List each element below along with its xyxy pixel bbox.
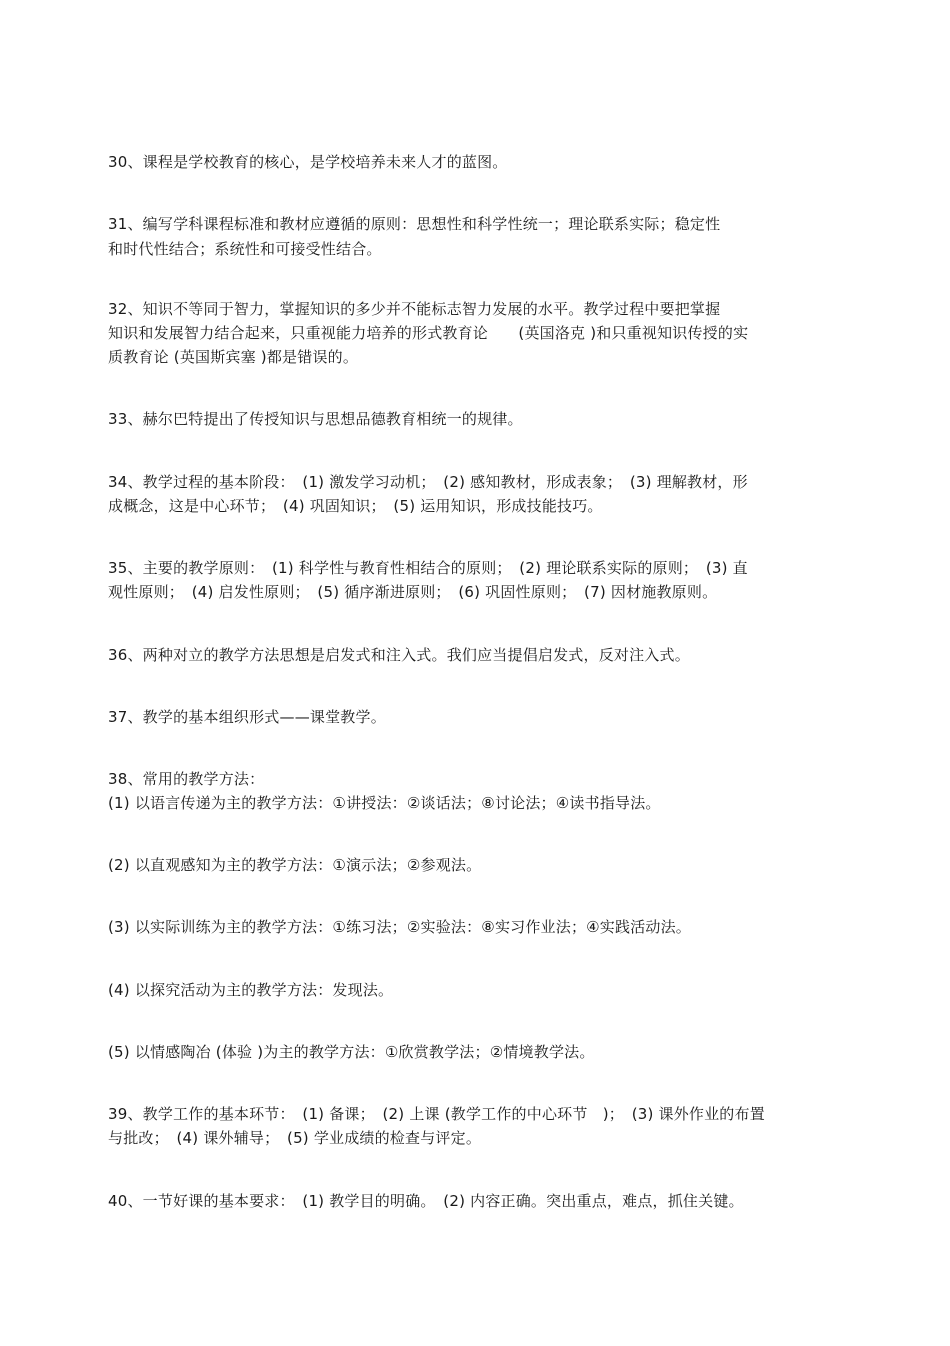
item-39-line-2: 与批改； (4) 课外辅导； (5) 学业成绩的检查与评定。 bbox=[108, 1129, 482, 1147]
item-35-line-1: 35、主要的教学原则： (1) 科学性与教育性相结合的原则； (2) 理论联系实际的原则； (3) 直 bbox=[108, 559, 748, 577]
item-34-line-1: 34、教学过程的基本阶段： (1) 激发学习动机； (2) 感知教材，形成表象； (3) 理解教材，形 bbox=[108, 473, 748, 491]
item-33: 33、赫尔巴特提出了传授知识与思想品德教育相统一的规律。 bbox=[108, 410, 523, 428]
item-35-line-2: 观性原则； (4) 启发性原则； (5) 循序渐进原则； (6) 巩固性原则； (7) 因材施教原则。 bbox=[108, 583, 718, 601]
item-40: 40、一节好课的基本要求： (1) 教学目的明确。 (2) 内容正确。突出重点，难点，抓住关键。 bbox=[108, 1192, 744, 1210]
item-32-line-2: 知识和发展智力结合起来，只重视能力培养的形式教育论 (英国洛克 )和只重视知识传授的实 bbox=[108, 324, 749, 342]
item-39-line-1: 39、教学工作的基本环节： (1) 备课； (2) 上课 (教学工作的中心环节 )； (3) 课外作业的布置 bbox=[108, 1105, 765, 1123]
item-38-heading: 38、常用的教学方法： bbox=[108, 770, 265, 788]
item-31-line-1: 31、编写学科课程标准和教材应遵循的原则：思想性和科学性统一；理论联系实际；稳定性 bbox=[108, 215, 721, 233]
item-32-line-1: 32、知识不等同于智力，掌握知识的多少并不能标志智力发展的水平。教学过程中要把掌握 bbox=[108, 300, 721, 318]
item-38-method-5: (5) 以情感陶冶 (体验 )为主的教学方法：①欣赏教学法；②情境教学法。 bbox=[108, 1043, 595, 1061]
item-30: 30、课程是学校教育的核心，是学校培养未来人才的蓝图。 bbox=[108, 153, 508, 171]
item-31-line-2: 和时代性结合；系统性和可接受性结合。 bbox=[108, 240, 382, 258]
item-37: 37、教学的基本组织形式——课堂教学。 bbox=[108, 708, 386, 726]
item-38-method-1: (1) 以语言传递为主的教学方法：①讲授法：②谈话法；⑧讨论法；④读书指导法。 bbox=[108, 794, 661, 812]
item-38-method-4: (4) 以探究活动为主的教学方法：发现法。 bbox=[108, 981, 394, 999]
item-38-method-3: (3) 以实际训练为主的教学方法：①练习法；②实验法：⑧实习作业法；④实践活动法。 bbox=[108, 918, 692, 936]
item-36: 36、两种对立的教学方法思想是启发式和注入式。我们应当提倡启发式，反对注入式。 bbox=[108, 646, 690, 664]
item-34-line-2: 成概念，这是中心环节； (4) 巩固知识； (5) 运用知识，形成技能技巧。 bbox=[108, 497, 603, 515]
item-32-line-3: 质教育论 (英国斯宾塞 )都是错误的。 bbox=[108, 348, 359, 366]
item-38-method-2: (2) 以直观感知为主的教学方法：①演示法；②参观法。 bbox=[108, 856, 482, 874]
